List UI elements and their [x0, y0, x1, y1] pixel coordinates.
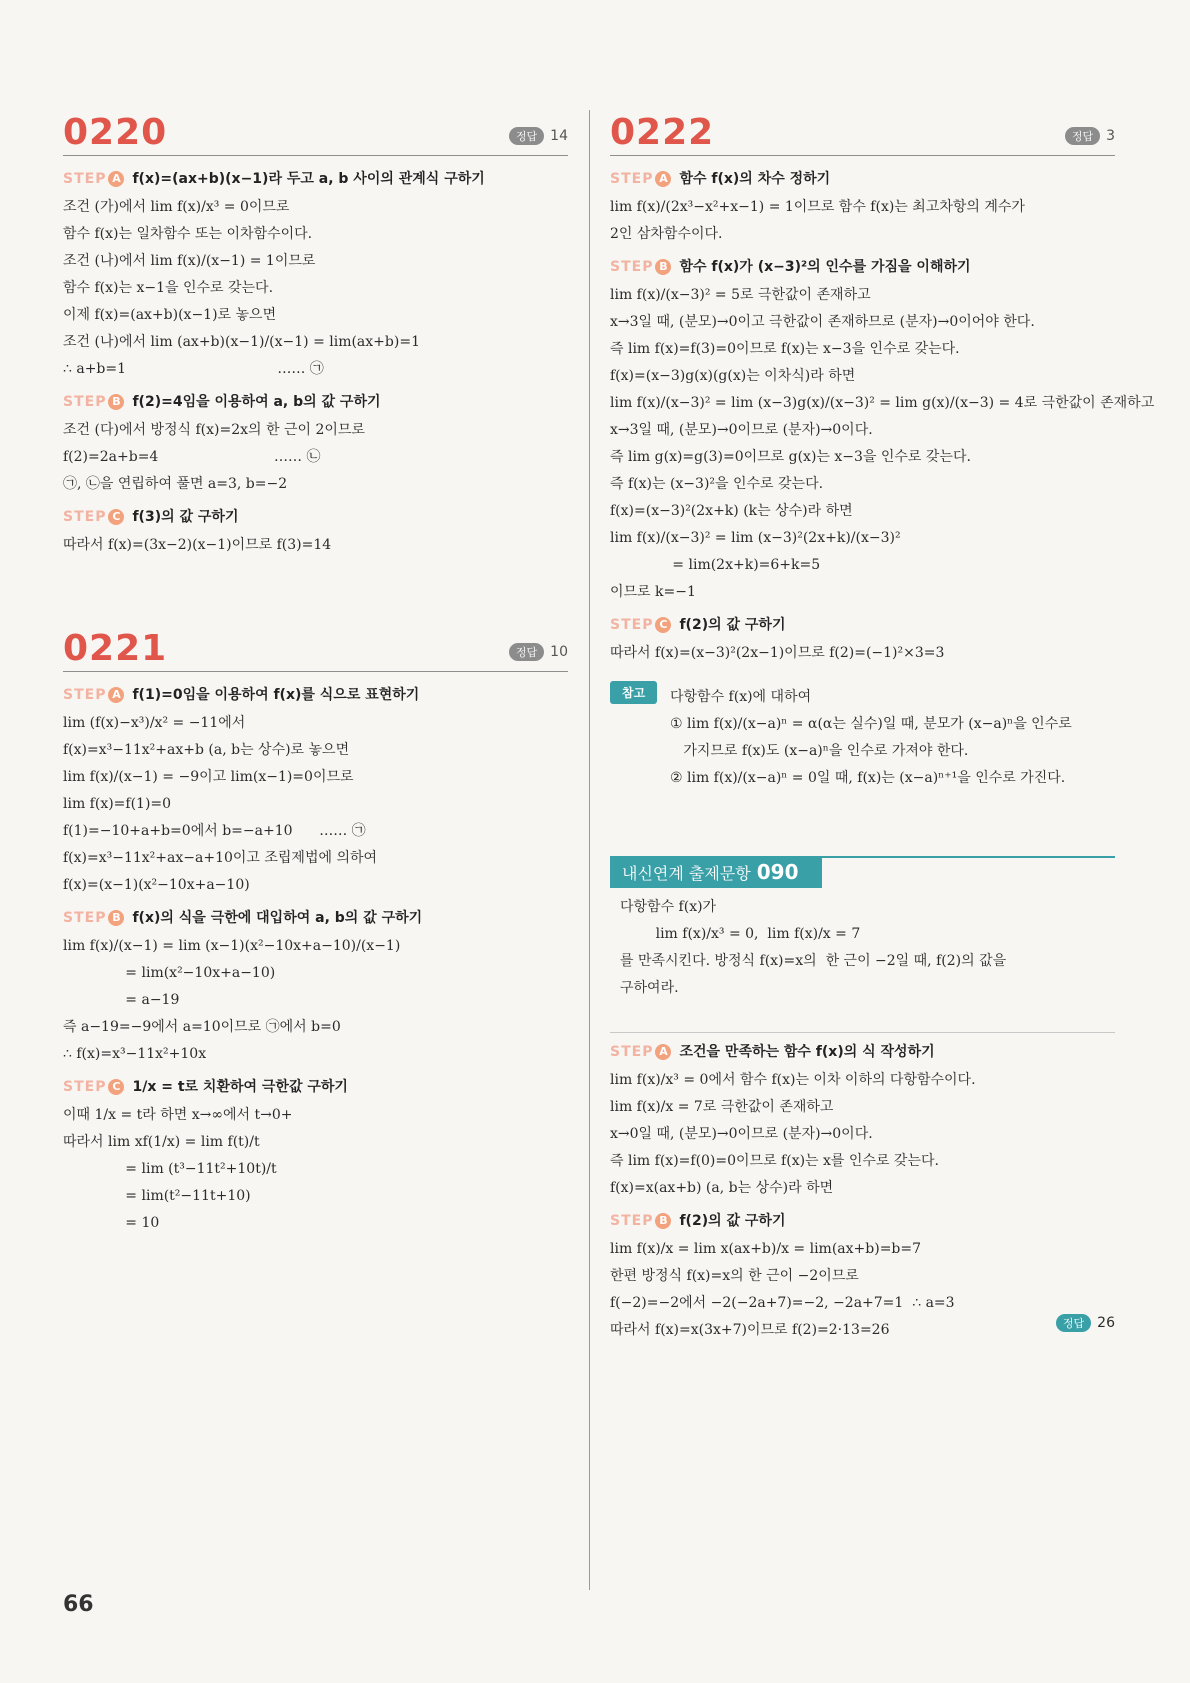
- naesin-banner-label: 내신연계 출제문항: [622, 864, 751, 883]
- step-tag: STEP: [610, 171, 654, 187]
- page-number: 66: [63, 1592, 94, 1617]
- step-tag: STEP: [63, 171, 107, 187]
- solution-line: lim f(x)/x³ = 0에서 함수 f(x)는 이차 이하의 다항함수이다.: [610, 1072, 976, 1088]
- step-title: f(2)의 값 구하기: [679, 617, 786, 633]
- step-heading: [63, 684, 568, 704]
- solution-line: f(1)=−10+a+b=0에서 b=−a+10 …… ㉠: [63, 823, 366, 839]
- naesin-problem: [610, 888, 1115, 1033]
- problem-header-0221: [63, 621, 568, 672]
- solution-line: 즉 a−19=−9에서 a=10이므로 ㉠에서 b=0: [63, 1019, 341, 1035]
- naesin-number: 090: [756, 860, 799, 884]
- solution-line: f(x)=x(ax+b) (a, b는 상수)라 하면: [610, 1180, 834, 1196]
- note-badge: 참고: [610, 681, 657, 704]
- answer-value: 10: [550, 644, 568, 660]
- step-heading: [610, 1210, 1115, 1230]
- naesin-answer: [1056, 1314, 1115, 1332]
- solution-line: lim f(x)/x = lim x(ax+b)/x = lim(ax+b)=b=7: [610, 1241, 922, 1257]
- step-title: 함수 f(x)가 (x−3)²의 인수를 가짐을 이해하기: [679, 259, 971, 275]
- note-body: [610, 684, 1115, 792]
- step-heading: [610, 614, 1115, 634]
- step-title: f(3)의 값 구하기: [132, 509, 239, 525]
- solution-line: ㉠, ㉡을 연립하여 풀면 a=3, b=−2: [63, 476, 288, 492]
- solution-line: 조건 (나)에서 lim (ax+b)(x−1)/(x−1) = lim(ax+b)=1: [63, 334, 420, 350]
- solution-line: lim f(x)=f(1)=0: [63, 796, 172, 812]
- solution-line: 2인 삼차함수이다.: [610, 226, 723, 242]
- problem-number: 0222: [610, 112, 715, 153]
- naesin-banner: [610, 856, 822, 888]
- answer-badge: 정답: [509, 127, 544, 145]
- solution-line: 따라서 f(x)=x(3x+7)이므로 f(2)=2·13=26: [610, 1322, 890, 1338]
- step-letter: A: [108, 687, 124, 703]
- answer-badge: 정답: [1056, 1314, 1091, 1332]
- solution-line: 이므로 k=−1: [610, 584, 696, 600]
- solution-line: lim f(x)/(x−3)² = 5로 극한값이 존재하고: [610, 287, 871, 303]
- solution-line: 조건 (가)에서 lim f(x)/x³ = 0이므로: [63, 199, 290, 215]
- solution-0220: [63, 168, 568, 559]
- solution-line: f(x)=(x−1)(x²−10x+a−10): [63, 877, 250, 893]
- solution-line: x→3일 때, (분모)→0이고 극한값이 존재하므로 (분자)→0이어야 한다.: [610, 314, 1035, 330]
- problem-number: 0220: [63, 112, 168, 153]
- step-letter: B: [108, 394, 124, 410]
- step-letter: A: [655, 1044, 671, 1060]
- text-line: ① lim f(x)/(x−a)ⁿ = α(α는 실수)일 때, 분모가 (x−a)ⁿ을 인수로: [670, 716, 1072, 732]
- solution-line: = lim(x²−10x+a−10): [63, 965, 276, 981]
- solution-line: 함수 f(x)는 일차함수 또는 이차함수이다.: [63, 226, 313, 242]
- solution-line: = lim(2x+k)=6+k=5: [610, 557, 821, 573]
- note-box: [610, 677, 1115, 798]
- step-heading: [610, 256, 1115, 276]
- solution-line: = lim (t³−11t²+10t)/t: [63, 1161, 277, 1177]
- solution-line: 즉 lim g(x)=g(3)=0이므로 g(x)는 x−3을 인수로 갖는다.: [610, 449, 971, 465]
- step-title: 1/x = t로 치환하여 극한값 구하기: [132, 1079, 348, 1095]
- solution-line: x→3일 때, (분모)→0이므로 (분자)→0이다.: [610, 422, 873, 438]
- answer: [1065, 127, 1115, 145]
- solution-line: lim f(x)/(x−1) = −9이고 lim(x−1)=0이므로: [63, 769, 354, 785]
- step-tag: STEP: [63, 1079, 107, 1095]
- left-column: [63, 105, 568, 1237]
- step-letter: C: [655, 617, 671, 633]
- column-divider: [589, 110, 590, 1590]
- answer-badge: 정답: [1065, 127, 1100, 145]
- problem-number: 0221: [63, 628, 168, 669]
- step-title: 함수 f(x)의 차수 정하기: [679, 171, 831, 187]
- step-heading: [63, 1076, 568, 1096]
- step-letter: B: [655, 1213, 671, 1229]
- step-title: 조건을 만족하는 함수 f(x)의 식 작성하기: [679, 1044, 935, 1060]
- naesin-solution: [610, 1041, 1115, 1344]
- solution-line: 한편 방정식 f(x)=x의 한 근이 −2이므로: [610, 1268, 859, 1284]
- step-title: f(2)=4임을 이용하여 a, b의 값 구하기: [132, 394, 381, 410]
- solution-0222: [610, 168, 1155, 667]
- step-heading: [63, 391, 568, 411]
- step-letter: A: [108, 171, 124, 187]
- problem-header-0220: [63, 105, 568, 156]
- step-letter: B: [655, 259, 671, 275]
- step-tag: STEP: [63, 509, 107, 525]
- answer-value: 26: [1097, 1315, 1115, 1331]
- text-line: 다항함수 f(x)가: [620, 899, 717, 915]
- solution-line: 조건 (나)에서 lim f(x)/(x−1) = 1이므로: [63, 253, 316, 269]
- solution-line: 이제 f(x)=(ax+b)(x−1)로 놓으면: [63, 307, 277, 323]
- solution-line: lim f(x)/(x−1) = lim (x−1)(x²−10x+a−10)/(x−1): [63, 938, 401, 954]
- step-tag: STEP: [610, 1213, 654, 1229]
- step-heading: [63, 506, 568, 526]
- text-line: lim f(x)/x³ = 0, lim f(x)/x = 7: [620, 926, 861, 942]
- text-line: 를 만족시킨다. 방정식 f(x)=x의 한 근이 −2일 때, f(2)의 값을: [620, 953, 1007, 969]
- step-letter: B: [108, 910, 124, 926]
- answer-value: 14: [550, 128, 568, 144]
- solution-line: 즉 lim f(x)=f(0)=0이므로 f(x)는 x를 인수로 갖는다.: [610, 1153, 939, 1169]
- step-tag: STEP: [610, 259, 654, 275]
- problem-header-0222: [610, 105, 1115, 156]
- solution-line: = lim(t²−11t+10): [63, 1188, 251, 1204]
- solution-line: f(x)=(x−3)²(2x+k) (k는 상수)라 하면: [610, 503, 853, 519]
- solution-line: lim f(x)/(x−3)² = lim (x−3)g(x)/(x−3)² = lim g(x)/(x−3) = 4로 극한값이 존재하고: [610, 395, 1155, 411]
- solution-line: f(−2)=−2에서 −2(−2a+7)=−2, −2a+7=1 ∴ a=3: [610, 1295, 955, 1311]
- solution-line: lim f(x)/(2x³−x²+x−1) = 1이므로 함수 f(x)는 최고차항의 계수가: [610, 199, 1025, 215]
- text-line: ② lim f(x)/(x−a)ⁿ = 0일 때, f(x)는 (x−a)ⁿ⁺¹을 인수로 가진다.: [670, 770, 1066, 786]
- answer-value: 3: [1106, 128, 1115, 144]
- answer-badge: 정답: [509, 643, 544, 661]
- solution-line: lim f(x)/x = 7로 극한값이 존재하고: [610, 1099, 834, 1115]
- solution-line: lim f(x)/(x−3)² = lim (x−3)²(2x+k)/(x−3)²: [610, 530, 901, 546]
- solution-line: 함수 f(x)는 x−1을 인수로 갖는다.: [63, 280, 274, 296]
- solution-line: 따라서 f(x)=(3x−2)(x−1)이므로 f(3)=14: [63, 537, 332, 553]
- step-heading: [610, 168, 1115, 188]
- text-line: 구하여라.: [620, 980, 679, 996]
- solution-line: ∴ a+b=1 …… ㉠: [63, 361, 324, 377]
- step-tag: STEP: [610, 617, 654, 633]
- solution-line: 이때 1/x = t라 하면 x→∞에서 t→0+: [63, 1107, 293, 1123]
- solution-line: f(x)=x³−11x²+ax+b (a, b는 상수)로 놓으면: [63, 742, 350, 758]
- answer: [509, 643, 568, 661]
- step-tag: STEP: [63, 687, 107, 703]
- step-letter: C: [108, 1079, 124, 1095]
- step-title: f(1)=0임을 이용하여 f(x)를 식으로 표현하기: [132, 687, 420, 703]
- solution-line: ∴ f(x)=x³−11x²+10x: [63, 1046, 207, 1062]
- step-title: f(x)=(ax+b)(x−1)라 두고 a, b 사이의 관계식 구하기: [132, 171, 485, 187]
- solution-line: f(2)=2a+b=4 …… ㉡: [63, 449, 321, 465]
- step-title: f(2)의 값 구하기: [679, 1213, 786, 1229]
- step-heading: [63, 168, 568, 188]
- step-title: f(x)의 식을 극한에 대입하여 a, b의 값 구하기: [132, 910, 423, 926]
- step-heading: [610, 1041, 1115, 1061]
- answer: [509, 127, 568, 145]
- solution-line: 따라서 lim xf(1/x) = lim f(t)/t: [63, 1134, 260, 1150]
- solution-line: = a−19: [63, 992, 180, 1008]
- solution-0221: [63, 684, 568, 1237]
- solution-line: lim (f(x)−x³)/x² = −11에서: [63, 715, 246, 731]
- step-letter: A: [655, 171, 671, 187]
- step-tag: STEP: [63, 394, 107, 410]
- solution-line: f(x)=x³−11x²+ax−a+10이고 조립제법에 의하여: [63, 850, 378, 866]
- step-letter: C: [108, 509, 124, 525]
- solution-line: 조건 (다)에서 방정식 f(x)=2x의 한 근이 2이므로: [63, 422, 365, 438]
- step-tag: STEP: [610, 1044, 654, 1060]
- right-column: [610, 105, 1155, 1344]
- text-line: 다항함수 f(x)에 대하여: [670, 689, 812, 705]
- step-tag: STEP: [63, 910, 107, 926]
- solution-line: 즉 lim f(x)=f(3)=0이므로 f(x)는 x−3을 인수로 갖는다.: [610, 341, 960, 357]
- solution-line: x→0일 때, (분모)→0이므로 (분자)→0이다.: [610, 1126, 873, 1142]
- step-heading: [63, 907, 568, 927]
- solution-line: 따라서 f(x)=(x−3)²(2x−1)이므로 f(2)=(−1)²×3=3: [610, 645, 945, 661]
- solution-line: 즉 f(x)는 (x−3)²을 인수로 갖는다.: [610, 476, 824, 492]
- solution-line: f(x)=(x−3)g(x)(g(x)는 이차식)라 하면: [610, 368, 856, 384]
- solution-line: = 10: [63, 1215, 160, 1231]
- naesin-section: [610, 856, 1115, 1344]
- text-line: 가지므로 f(x)도 (x−a)ⁿ을 인수로 가져야 한다.: [670, 743, 969, 759]
